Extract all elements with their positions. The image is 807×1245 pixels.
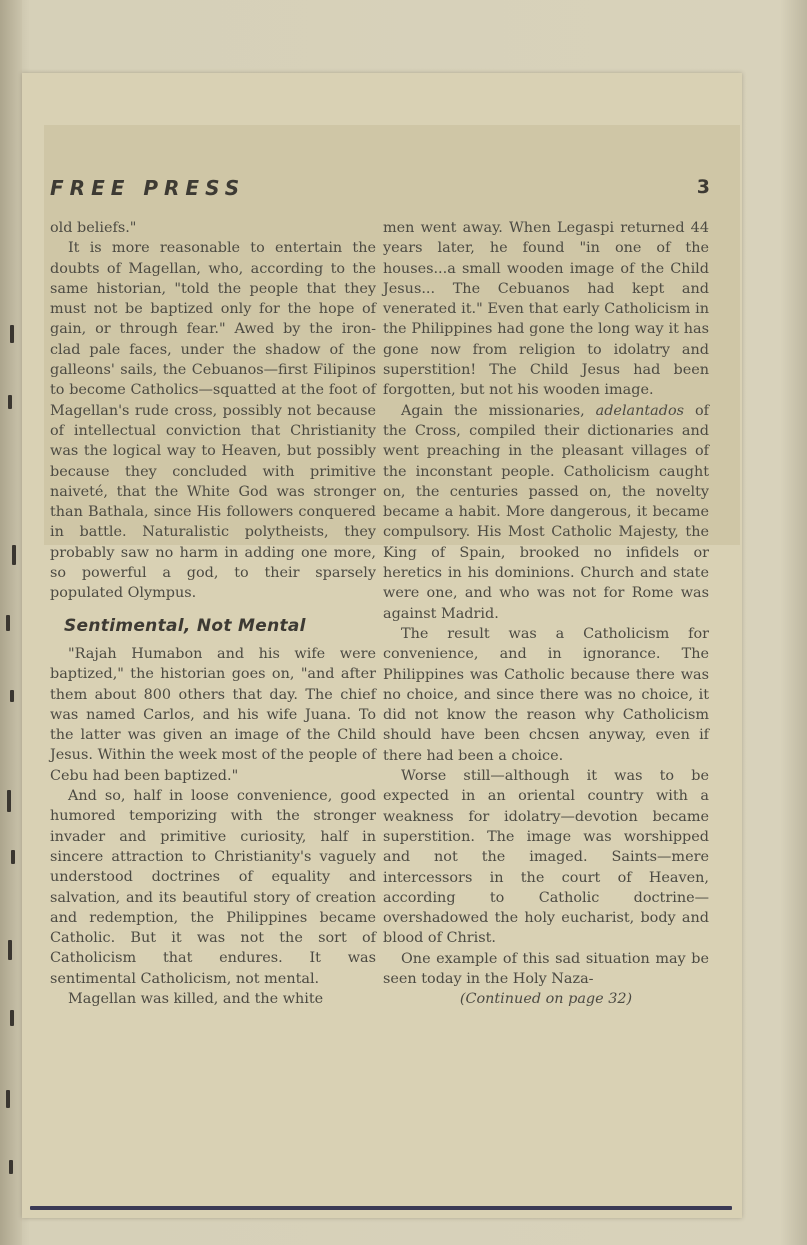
italic-term: adelantados (595, 402, 685, 419)
paragraph: The result was a Catholicism for convenience, and in ignorance. The Philippines was Catholic because there was no choice, and since there was no choice, it did not know the reason why Catholicism should have been chcsen anyway, even if there had been a choice. (383, 625, 709, 764)
right-column (383, 218, 709, 1010)
paragraph: And so, half in loose convenience, good humored temporizing with the stronger invader and primitive curiosity, half in sincere attraction to Christianity's vaguely understood doctrines of equality and salvation, and its beautiful story of creation and redemption, the Philippines became Catholic. But it was not the sort of Catholicism that endures. It was sentimental Catholicism, not mental. (50, 788, 376, 987)
section-subheading: Sentimental, Not Mental (64, 615, 306, 636)
text-span: of the Cross, compiled their dictionaries and went preaching in the pleasant villages of the inconstant people. Catholicism caught on, the centuries passed on, the novelty became a habit. More dangerous, it became compulsory. His Most Catholic Majesty, the King of Spain, brooked no infidels or heretics in his dominions. Church and state were one, and who was not for Rome was against Madrid. (383, 402, 709, 622)
paragraph (383, 401, 709, 624)
bottom-rule (30, 1206, 732, 1210)
left-column (50, 218, 376, 1009)
page-header (50, 176, 710, 206)
paragraph: old beliefs." (50, 220, 137, 236)
paragraph: "Rajah Humabon and his wife were baptized," the historian goes on, "and after them about 800 others that day. The chief was named Carlos, and his wife Juana. To the latter was given an image of the Child Jesus. Within the week most of the people of Cebu had been baptized." (50, 645, 376, 784)
paragraph: men went away. When Legaspi returned 44 years later, he found "in one of the houses...a small wooden image of the Child Jesus... The Cebuanos had kept and venerated it." Even that early Catholicism in the Philippines had gone the long way it has gone now from religion to idolatry and superstition! The Child Jesus had been forgotten, but not his wooden image. (383, 220, 709, 399)
continued-note: (Continued on page 32) (459, 991, 633, 1008)
paragraph: Worse still—although it was to be expected in an oriental country with a weakness for idolatry—devotion became superstition. The image was worshipped and not the imaged. Saints—mere intercessors in the court of Heaven, according to Catholic doctrine—overshadowed the holy eucharist, body and blood of Christ. (383, 768, 709, 947)
paragraph: It is more reasonable to entertain the doubts of Magellan, who, according to the same historian, "told the people that they must not be baptized only for the hope of gain, or through fear." Awed by the iron-clad pale faces, under the shadow of the galleons' sails, the Cebuanos—first Filipinos to become Catholics—squatted at the foot of Magellan's rude cross, possibly not because of intellectual conviction that Christianity was the logical way to Heaven, but possibly because they concluded with primitive naiveté, that the White God was stronger than Bathala, since His followers conquered in battle. Naturalistic polytheists, they probably saw no harm in adding one more, so powerful a god, to their sparsely populated Olympus. (50, 240, 376, 602)
text-span: Again the missionaries, (401, 402, 596, 419)
page-number: 3 (696, 176, 710, 198)
binding-edge (0, 0, 22, 1245)
publication-title: FREE PRESS (50, 176, 246, 200)
paragraph: Magellan was killed, and the white (68, 990, 324, 1007)
paragraph: One example of this sad situation may be seen today in the Holy Naza- (383, 950, 709, 987)
